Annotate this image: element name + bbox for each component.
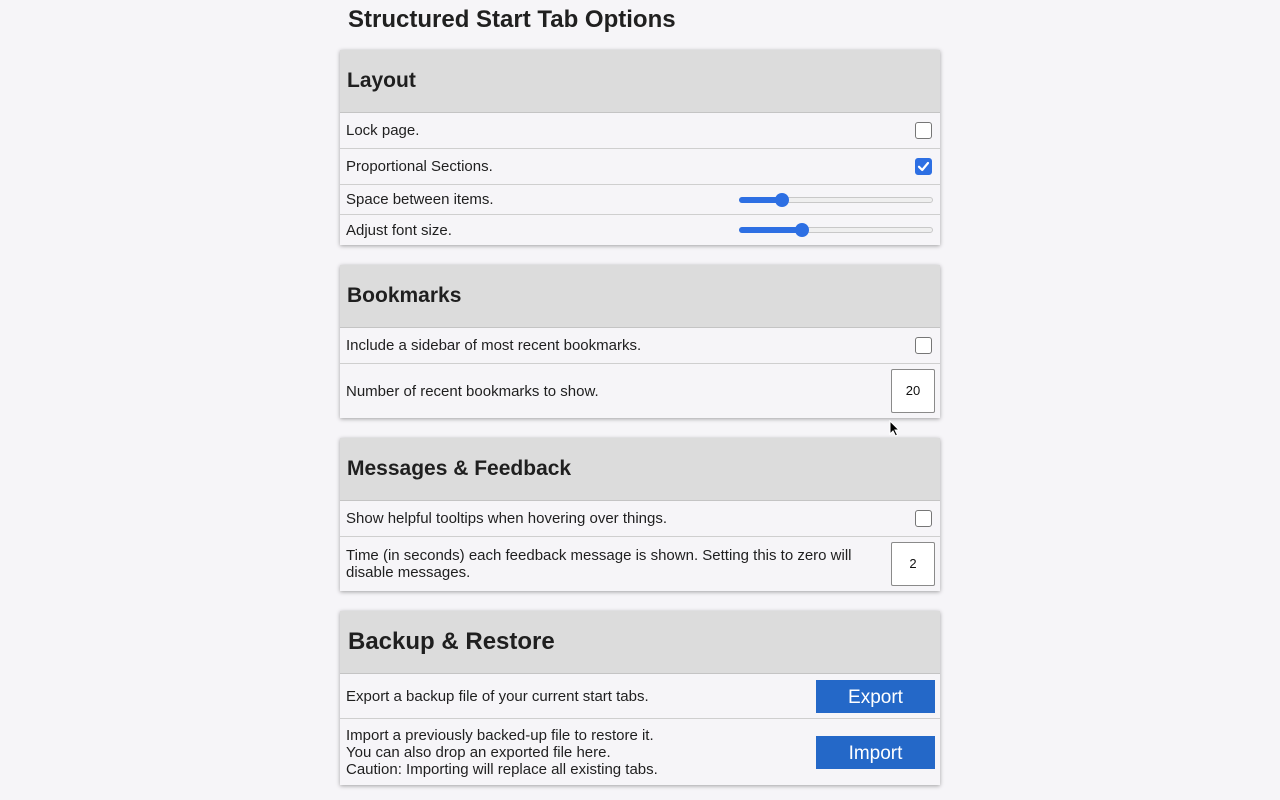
import-line-2: You can also drop an exported file here. <box>346 743 611 761</box>
adjust-font-size-slider[interactable] <box>739 222 933 238</box>
recent-count-label: Number of recent bookmarks to show. <box>346 382 599 400</box>
space-between-items-label: Space between items. <box>346 191 494 208</box>
backup-section <box>340 611 940 785</box>
recent-count-row <box>340 364 940 418</box>
import-button[interactable]: Import <box>816 736 935 769</box>
bookmarks-header: Bookmarks <box>340 265 940 328</box>
proportional-sections-row <box>340 149 940 185</box>
slider-thumb[interactable] <box>775 193 789 207</box>
layout-section <box>340 50 940 245</box>
page-title: Structured Start Tab Options <box>348 6 676 33</box>
tooltips-checkbox[interactable] <box>915 510 932 527</box>
proportional-sections-checkbox[interactable] <box>915 158 932 175</box>
feedback-time-label: Time (in seconds) each feedback message is shown. Setting this to zero will disable messages. <box>346 547 852 581</box>
tooltips-label: Show helpful tooltips when hovering over things. <box>346 510 668 527</box>
lock-page-label: Lock page. <box>346 122 420 139</box>
recent-sidebar-label: Include a sidebar of most recent bookmarks. <box>346 337 642 354</box>
adjust-font-size-row <box>340 215 940 245</box>
slider-fill <box>739 227 802 233</box>
options-page <box>340 0 940 785</box>
space-between-items-row <box>340 185 940 215</box>
feedback-time-row <box>340 537 940 591</box>
checkmark-icon <box>917 160 930 173</box>
recent-sidebar-row <box>340 328 940 364</box>
backup-header: Backup & Restore <box>340 611 940 674</box>
lock-page-checkbox[interactable] <box>915 122 932 139</box>
import-label <box>346 727 658 778</box>
slider-thumb[interactable] <box>795 223 809 237</box>
import-line-1: Import a previously backed-up file to restore it. <box>346 726 654 744</box>
proportional-sections-label: Proportional Sections. <box>346 158 493 175</box>
messages-section <box>340 438 940 591</box>
lock-page-row <box>340 113 940 149</box>
bookmarks-section <box>340 265 940 418</box>
space-between-items-slider[interactable] <box>739 192 933 208</box>
recent-count-input[interactable]: 20 <box>891 369 935 413</box>
feedback-time-input[interactable]: 2 <box>891 542 935 586</box>
layout-header: Layout <box>340 50 940 113</box>
adjust-font-size-label: Adjust font size. <box>346 221 452 239</box>
import-row <box>340 719 940 785</box>
messages-header: Messages & Feedback <box>340 438 940 501</box>
tooltips-row <box>340 501 940 537</box>
import-line-3: Caution: Importing will replace all existing tabs. <box>346 760 658 778</box>
export-row <box>340 674 940 719</box>
mouse-cursor-icon <box>889 420 901 438</box>
recent-sidebar-checkbox[interactable] <box>915 337 932 354</box>
export-button[interactable]: Export <box>816 680 935 713</box>
export-label: Export a backup file of your current start tabs. <box>346 687 649 705</box>
